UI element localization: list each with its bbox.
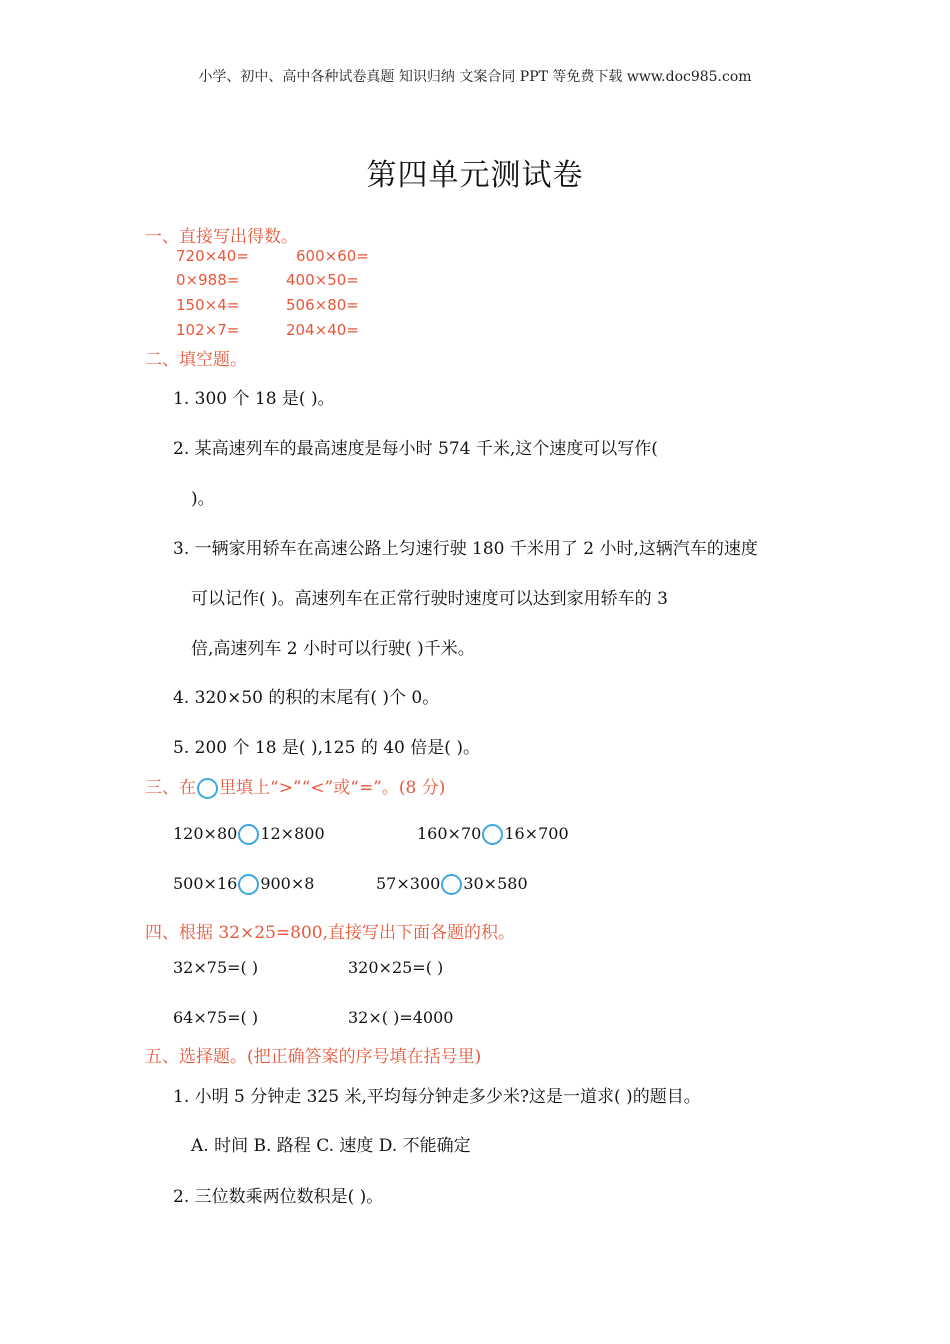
product-item: 320×25=( ) [348,958,444,977]
fill-question-2: 2. 某高速列车的最高速度是每小时 574 千米,这个速度可以写作( [173,439,658,459]
choice-question-1: 1. 小明 5 分钟走 325 米,平均每分钟走多少米?这是一道求( )的题目。 [173,1087,701,1107]
circle-blank-icon[interactable] [441,874,462,895]
compare-right: 12×800 [260,824,325,843]
fill-question-3: 3. 一辆家用轿车在高速公路上匀速行驶 180 千米用了 2 小时,这辆汽车的速度 [173,539,758,559]
calc-item: 150×4= [176,296,240,314]
compare-left: 500×16 [173,874,238,893]
section-3-heading [145,773,445,799]
page-title: 第四单元测试卷 [366,158,584,193]
compare-item [173,824,325,845]
product-item: 32×75=( ) [173,958,259,977]
choice-options: A. 时间 B. 路程 C. 速度 D. 不能确定 [191,1136,471,1156]
fill-question-4: 4. 320×50 的积的末尾有( )个 0。 [173,688,440,708]
fill-question-3-cont: 可以记作( )。高速列车在正常行驶时速度可以达到家用轿车的 3 [191,589,668,609]
section-3-heading-pre: 三、在 [145,778,196,798]
compare-left: 120×80 [173,824,238,843]
compare-right: 30×580 [463,874,528,893]
calc-item: 102×7= [176,321,240,339]
section-1-heading: 一、直接写出得数。 [145,227,298,247]
compare-left: 160×70 [417,824,482,843]
page-header: 小学、初中、高中各种试卷真题 知识归纳 文案合同 PPT 等免费下载 www.doc985.com [198,69,752,85]
fill-question-5: 5. 200 个 18 是( ),125 的 40 倍是( )。 [173,738,480,758]
circle-icon [197,778,218,799]
calc-item: 400×50= [286,271,359,289]
section-4-heading: 四、根据 32×25=800,直接写出下面各题的积。 [145,923,516,943]
product-item: 32×( )=4000 [348,1008,454,1027]
fill-question-3-cont2: 倍,高速列车 2 小时可以行驶( )千米。 [191,639,475,659]
circle-blank-icon[interactable] [238,824,259,845]
product-item: 64×75=( ) [173,1008,259,1027]
compare-item [417,824,569,845]
calc-item: 720×40= [176,247,249,265]
compare-right: 900×8 [260,874,315,893]
circle-blank-icon[interactable] [482,824,503,845]
section-5-heading: 五、选择题。(把正确答案的序号填在括号里) [145,1047,482,1067]
choice-question-2: 2. 三位数乘两位数积是( )。 [173,1187,384,1207]
fill-question-1: 1. 300 个 18 是( )。 [173,389,335,409]
calc-item: 0×988= [176,271,240,289]
section-3-heading-post: 里填上“>”“<”或“=”。(8 分) [219,778,446,798]
compare-item [376,874,528,895]
compare-left: 57×300 [376,874,441,893]
section-2-heading: 二、填空题。 [145,350,247,370]
calc-item: 506×80= [286,296,359,314]
circle-blank-icon[interactable] [238,874,259,895]
compare-right: 16×700 [504,824,569,843]
calc-item: 204×40= [286,321,359,339]
fill-question-2-cont: )。 [191,489,215,509]
compare-item [173,874,314,895]
calc-item: 600×60= [296,247,369,265]
